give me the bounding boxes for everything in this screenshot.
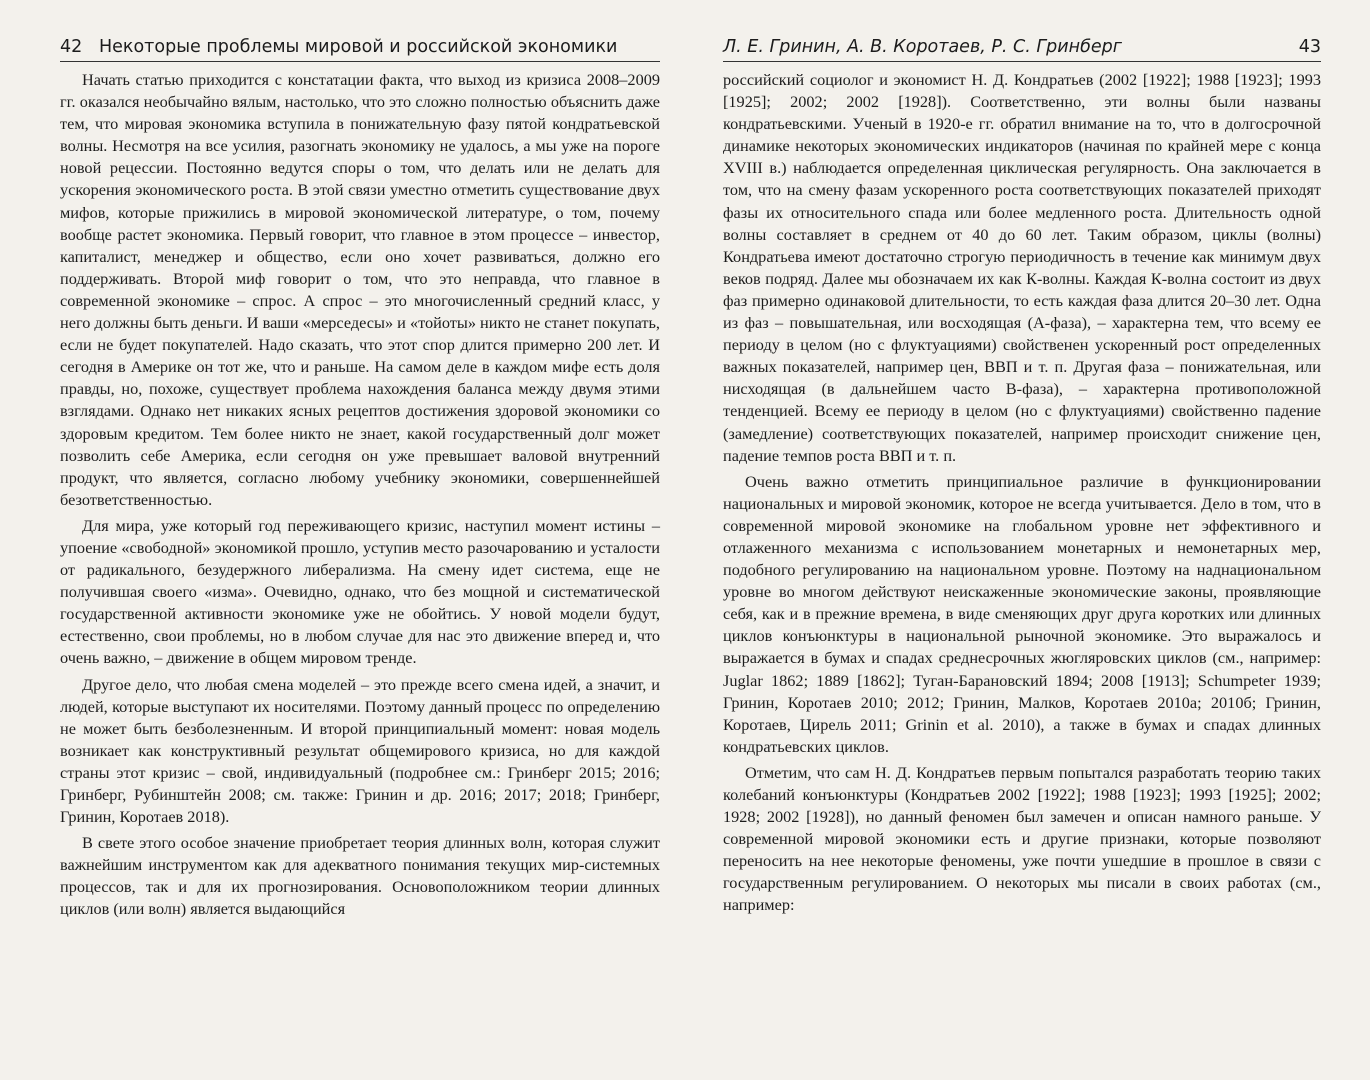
running-title-right: Л. Е. Гринин, А. В. Коротаев, Р. С. Гринберг <box>723 37 1122 57</box>
right-body-text <box>723 69 1321 917</box>
running-head-left <box>60 36 660 62</box>
paragraph: В свете этого особое значение приобретает теория длинных волн, которая служит важнейшим инструментом как для адекватного понимания текущих мир-системных процессов, так и для их прогнозирования. Основоположником теории длинных циклов (или волн) является выдающийся <box>60 833 660 919</box>
running-head-right <box>723 36 1321 62</box>
page-number-left: 42 <box>60 37 83 57</box>
paragraph: Очень важно отметить принципиальное различие в функционировании национальных и мировой экономик, которое не всегда учитывается. Дело в том, что в современной мировой экономике на глобальном уровне нет эффективного и отлаженного механизма с использованием монетарных и немонетарных мер, подобного регулированию на национальном уровне. Поэтому на наднациональном уровне во многом действуют неискаженные экономические законы, проявляющие себя, как и в прежние времена, в виде сменяющих друг друга коротких или длинных циклов конъюнктуры в национальной рыночной экономике. Это выражалось и выражается в бумах и спадах среднесрочных жюгляровских циклов (см., например: Juglar 1862; 1889 [1862]; Туган-Барановский 1894; 2008 [1913]; Schumpeter 1939; Гринин, Коротаев 2010; 2012; Гринин, Малков, Коротаев 2010а; 2010б; Гринин, Коротаев, Цирель 2011; Grinin et al. 2010), а также в бумах и спадах длинных кондратьевских циклов. <box>723 471 1321 756</box>
page-number-right: 43 <box>1298 37 1321 57</box>
paragraph: Другое дело, что любая смена моделей – это прежде всего смена идей, а значит, и людей, которые выступают их носителями. Поэтому данный процесс по определению не может быть безболезненным. И второй принципиальный момент: новая модель возникает как конструктивный результат общемирового кризиса, но для каждой страны этот кризис – свой, индивидуальный (подробнее см.: Гринберг 2015; 2016; Гринберг, Рубинштейн 2008; см. также: Гринин и др. 2016; 2017; 2018; Гринберг, Гринин, Коротаев 2018). <box>60 674 660 827</box>
paragraph: Отметим, что сам Н. Д. Кондратьев первым попытался разработать теорию таких колебаний конъюнктуры (Кондратьев 2002 [1922]; 1988 [1923]; 1993 [1925]; 2002; 1928; 2002 [1928]), но данный феномен был замечен и описан намного раньше. У современной мировой экономики есть и другие признаки, которые позволяют переносить на нее некоторые феномены, уже почти ушедшие в прошлое в связи с государственным регулированием. О некоторых мы писали в своих работах (см., например: <box>723 762 1321 915</box>
page-header-left <box>60 36 617 58</box>
paragraph: Начать статью приходится с констатации факта, что выход из кризиса 2008–2009 гг. оказался необычайно вялым, настолько, что это сложно полностью объяснить даже тем, что мировая экономика вступила в понижательную фазу пятой кондратьевской волны. Несмотря на все усилия, разогнать экономику не удалось, а мы уже на пороге новой рецессии. Постоянно ведутся споры о том, что делать или не делать для ускорения экономического роста. В этой связи уместно отметить существование двух мифов, которые прижились в мировой экономической литературе, о том, почему вообще растет экономика. Первый говорит, что главное в этом процессе – инвестор, капиталист, менеджер и общество, если оно хочет развиваться, должно его поддерживать. Второй миф говорит о том, что это неправда, что главное в современной экономике – спрос. А спрос – это многочисленный средний класс, у него должны быть деньги. И ваши «мерседесы» и «тойоты» никто не станет покупать, если не будет покупателей. Надо сказать, что этот спор длится примерно 200 лет. И сегодня в Америке он тот же, что и раньше. На самом деле в каждом мифе есть доля правды, но, похоже, существует проблема нахождения баланса между двумя этими взглядами. Однако нет никаких ясных рецептов достижения здоровой экономики со здоровым кредитом. Тем более никто не знает, какой государственный долг может позволить себе Америка, если сегодня он уже превышает валовой внутренний продукт, что является, согласно любому учебнику экономики, совершеннейшей безответственностью. <box>60 70 660 509</box>
paragraph: российский социолог и экономист Н. Д. Кондратьев (2002 [1922]; 1988 [1923]; 1993 [1925]; 2002; 2002 [1928]). Соответственно, эти волны были названы кондратьевскими. Ученый в 1920-е гг. обратил внимание на то, что в долгосрочной динамике некоторых экономических индикаторов (начиная по крайней мере с конца XVIII в.) наблюдается определенная циклическая регулярность. Она заключается в том, что на смену фазам ускоренного роста соответствующих показателей приходят фазы их относительного спада или более медленного роста. Длительность одной волны составляет в среднем от 40 до 60 лет. Таким образом, циклы (волны) Кондратьева имеют достаточно строгую периодичность в течение как минимум двух веков подряд. Далее мы обозначаем их как К-волны. Каждая К-волна состоит из двух фаз примерно одинаковой длительности, то есть каждая фаза длится 20–30 лет. Одна из фаз – повышательная, или восходящая (А-фаза), – характерна тем, что всему ее периоду в целом (но с флуктуациями) свойственен ускоренный рост определенных важных показателей, например цен, ВВП и т. п. Другая фаза – понижательная, или нисходящая (в дальнейшем часто В-фаза), – характерна противоположной тенденцией. Всему ее периоду в целом (но с флуктуациями) свойственно падение (замедление) соответствующих показателей, например происходит снижение цен, падение темпов роста ВВП и т. п. <box>723 70 1321 465</box>
left-body-text <box>60 69 660 921</box>
left-page <box>60 36 660 921</box>
running-title-left: Некоторые проблемы мировой и российской экономики <box>98 37 618 57</box>
right-page <box>723 36 1321 917</box>
paragraph: Для мира, уже который год переживающего кризис, наступил момент истины – упоение «свободной» экономикой прошло, уступив место разочарованию и усталости от радикального, безудержного либерализма. На смену идет система, еще не получившая своего «изма». Очевидно, однако, что без мощной и систематической государственной активности экономике уже не обойтись. У новой модели будут, естественно, свои проблемы, но в любом случае для нас это движение вперед и, что очень важно, – движение в общем мировом тренде. <box>60 515 660 668</box>
